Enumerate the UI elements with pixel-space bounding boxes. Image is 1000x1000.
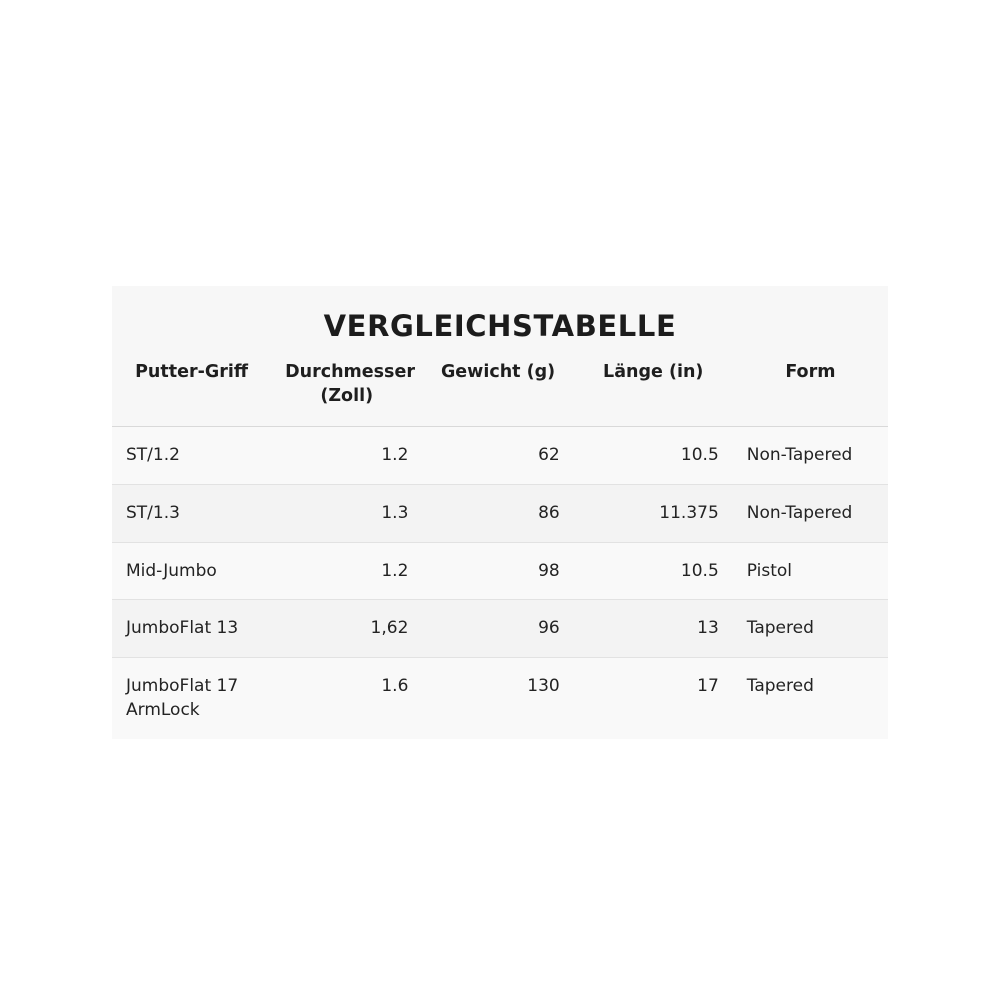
column-header-diameter-line1: Durchmesser [285, 362, 415, 382]
cell-grip: ST/1.2 [112, 427, 271, 485]
cell-weight: 98 [422, 542, 573, 600]
cell-length: 10.5 [574, 542, 733, 600]
cell-shape: Tapered [733, 657, 888, 739]
table-row [112, 657, 888, 739]
cell-length: 13 [574, 600, 733, 658]
table-row [112, 427, 888, 485]
column-header-shape [733, 357, 888, 427]
cell-diameter: 1.2 [271, 427, 422, 485]
cell-length: 11.375 [574, 484, 733, 542]
table-header-row [112, 357, 888, 427]
table-row [112, 600, 888, 658]
comparison-table-card [112, 286, 888, 739]
column-header-weight [422, 357, 573, 427]
cell-diameter: 1.3 [271, 484, 422, 542]
cell-weight: 130 [422, 657, 573, 739]
column-header-weight-line1: Gewicht (g) [440, 362, 556, 382]
cell-shape: Tapered [733, 600, 888, 658]
cell-grip: JumboFlat 17 ArmLock [112, 657, 271, 739]
column-header-diameter-line2: (Zoll) [320, 385, 374, 406]
table-row [112, 484, 888, 542]
cell-shape: Pistol [733, 542, 888, 600]
cell-length: 17 [574, 657, 733, 739]
column-header-diameter [271, 357, 422, 427]
column-header-length [574, 357, 733, 427]
comparison-table [112, 357, 888, 739]
column-header-length-line1: Länge (in) [603, 362, 704, 382]
table-body [112, 427, 888, 739]
cell-grip: Mid-Jumbo [112, 542, 271, 600]
cell-weight: 86 [422, 484, 573, 542]
column-header-grip [112, 357, 271, 427]
cell-grip: ST/1.3 [112, 484, 271, 542]
cell-shape: Non-Tapered [733, 427, 888, 485]
cell-diameter: 1,62 [271, 600, 422, 658]
cell-weight: 96 [422, 600, 573, 658]
cell-shape: Non-Tapered [733, 484, 888, 542]
table-header [112, 357, 888, 427]
page-title: VERGLEICHSTABELLE [323, 309, 677, 343]
cell-weight: 62 [422, 427, 573, 485]
cell-grip: JumboFlat 13 [112, 600, 271, 658]
column-header-shape-line1: Form [785, 362, 836, 382]
cell-diameter: 1.6 [271, 657, 422, 739]
cell-diameter: 1.2 [271, 542, 422, 600]
column-header-grip-line1: Putter-Griff [135, 362, 249, 382]
table-row [112, 542, 888, 600]
cell-length: 10.5 [574, 427, 733, 485]
